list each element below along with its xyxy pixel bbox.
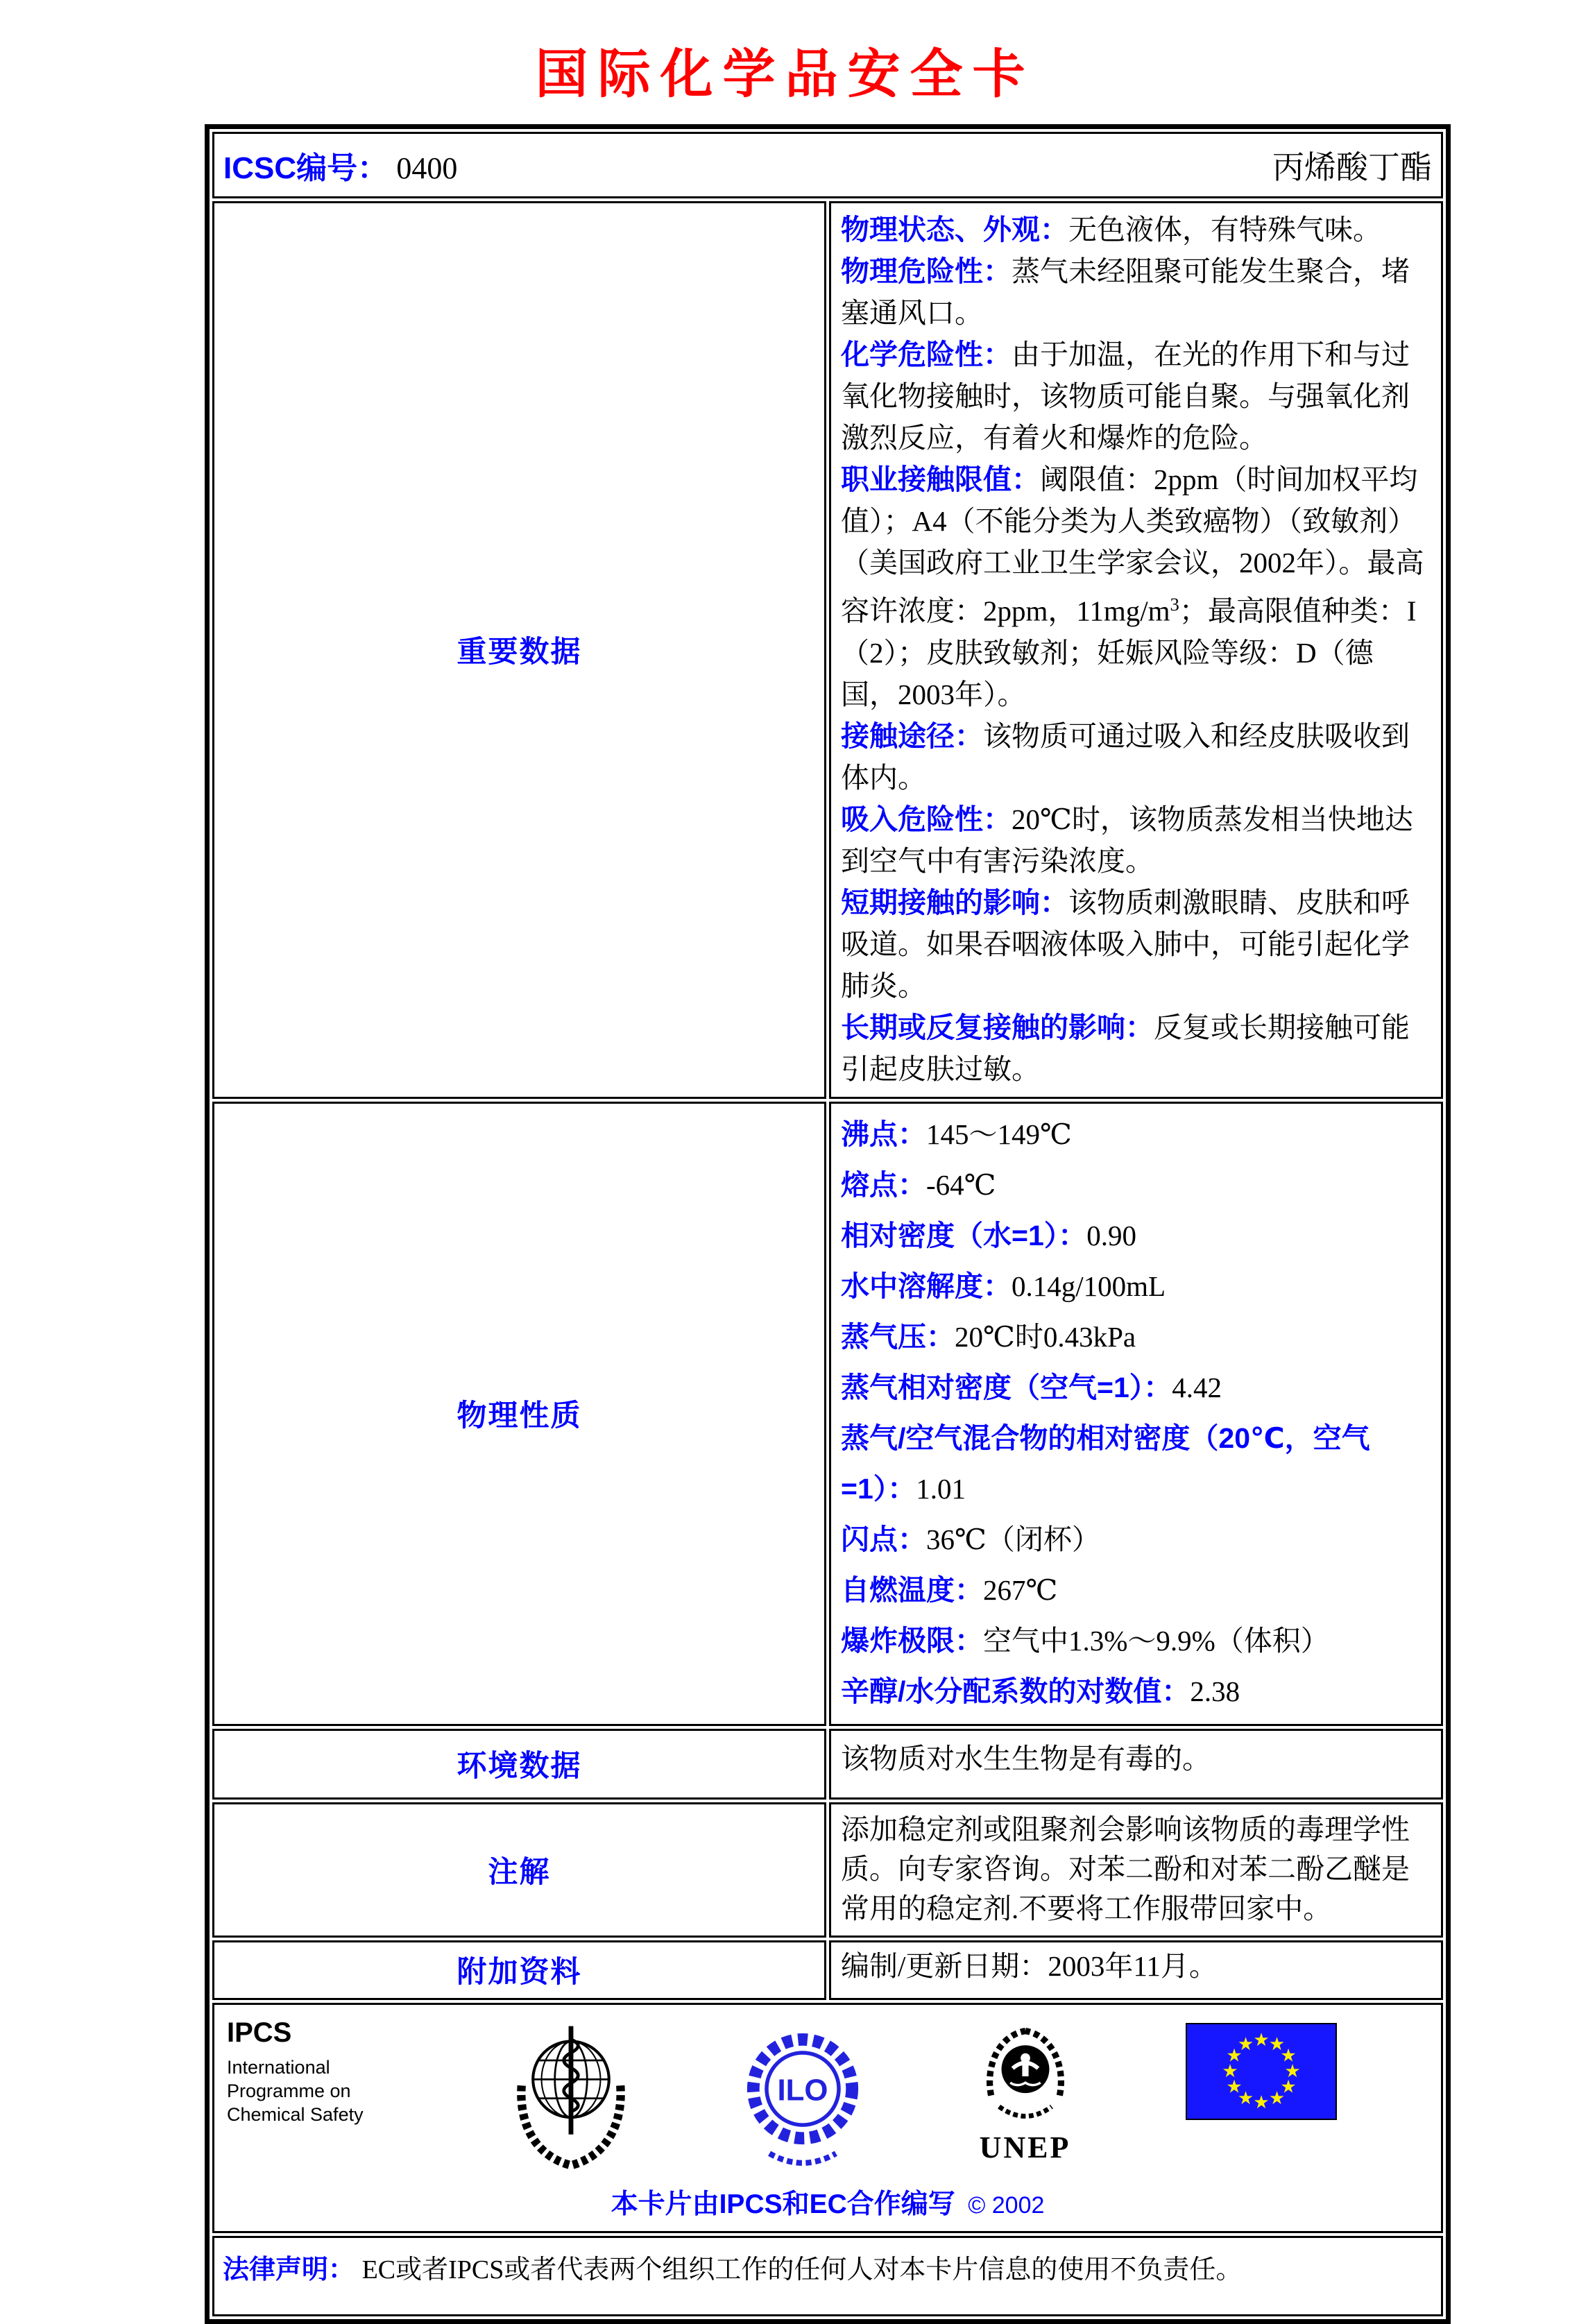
text-line [841,1312,1430,1362]
field-value: 空气中1.3%～9.9%（体积） [983,1624,1329,1657]
credit-line [214,2182,1441,2221]
eu-flag-icon [1186,2023,1337,2120]
field-label: 自燃温度： [841,1573,983,1606]
field-value: 4.42 [1172,1371,1222,1403]
legal-text: EC或者IPCS或者代表两个组织工作的任何人对本卡片信息的使用不负责任。 [361,2255,1243,2284]
icsc-card [205,124,1451,2324]
environmental-data-content: 该物质对水生生物是有毒的。 [829,1729,1443,1800]
ipcs-title: IPCS [227,2017,292,2048]
field-label: 物理危险性： [841,255,1012,287]
field-label: 熔点： [841,1168,926,1201]
field-label: 辛醇/水分配系数的对数值： [841,1675,1191,1707]
text-line [841,1211,1430,1261]
svg-text:★: ★ [1280,2044,1297,2066]
field-value: 0.90 [1086,1219,1136,1251]
svg-text:★: ★ [1284,2060,1301,2081]
svg-text:★: ★ [1237,2033,1254,2054]
svg-text:★: ★ [1226,2076,1243,2097]
superscript: 3 [1170,594,1179,615]
field-label: 接触途径： [841,719,983,752]
field-value: 0.14g/100mL [1012,1270,1166,1302]
text-line [841,1362,1430,1413]
field-value: 反复或长期接触可能引起皮肤过敏。 [841,1011,1410,1085]
svg-text:★: ★ [1226,2044,1243,2066]
section-label-notes: 注解 [212,1802,826,1938]
field-label: 职业接触限值： [841,463,1040,495]
icsc-number-label: ICSC编号： [223,151,389,185]
who-logo-icon [509,2017,633,2176]
footer-logos [214,2013,1441,2176]
header-cell [212,132,1443,198]
footer-row [212,2003,1443,2233]
ipcs-subtitle-line: Programme on [227,2080,351,2101]
field-label: 蒸气相对密度（空气=1）： [841,1371,1172,1403]
field-label: 水中溶解度： [841,1270,1012,1302]
field-value: 该物质刺激眼睛、皮肤和呼吸道。如果吞咽液体吸入肺中，可能引起化学肺炎。 [841,886,1410,1002]
svg-text:★: ★ [1253,2091,1270,2112]
text-line [841,1160,1430,1211]
ilo-logo-text: ILO [777,2073,828,2108]
icsc-number-group [223,143,457,187]
field-label: 吸入危险性： [841,803,1012,835]
field-value: -64℃ [926,1168,996,1201]
footer-cell [212,2003,1443,2233]
text-line [841,459,1430,715]
field-label: 蒸气压： [841,1320,955,1353]
ipcs-block [227,2017,400,2126]
field-label: 化学危险性： [841,339,1012,370]
field-value: 由于加温，在光的作用下和与过氧化物接触时，该物质可能自聚。与强氧化剂激烈反应，有着火和爆炸的危险。 [841,339,1410,454]
text-line [841,250,1430,334]
svg-text:★: ★ [1253,2028,1270,2050]
header-flex [215,135,1440,196]
text-line [841,882,1430,1007]
text-line [841,209,1430,250]
icsc-number-value: 0400 [396,151,458,185]
svg-text:★: ★ [1268,2087,1286,2108]
section-label-important-data: 重要数据 [212,201,826,1099]
icsc-page [0,32,1570,2324]
text-line [841,715,1430,798]
field-label: 长期或反复接触的影响： [841,1011,1154,1043]
notes-row [212,1802,1443,1938]
field-label: 闪点： [841,1523,926,1555]
ilo-logo-svg [741,2017,864,2176]
svg-text:★: ★ [1237,2087,1254,2108]
chemical-name: 丙烯酸丁酯 [1272,150,1432,185]
notes-content: 添加稳定剂或阻聚剂会影响该物质的毒理学性质。向专家咨询。对苯二酚和对苯二酚乙醚是常用的稳定剂.不要将工作服带回家中。 [829,1802,1443,1938]
legal-cell [212,2236,1443,2316]
physical-properties-content [829,1102,1443,1726]
important-data-content [829,201,1443,1099]
text-line [841,1109,1430,1160]
ipcs-subtitle-line: International [227,2056,330,2078]
text-line [841,798,1430,882]
field-value: 145～149℃ [926,1118,1072,1150]
ilo-logo-icon [741,2017,864,2176]
additional-info-row [212,1940,1443,2000]
section-label-environmental-data: 环境数据 [212,1729,826,1800]
text-line [841,1616,1430,1666]
icsc-table [210,129,1446,2319]
field-value: 267℃ [983,1573,1058,1606]
text-line [841,334,1430,459]
unep-logo-text: UNEP [979,2130,1071,2164]
environmental-data-row [212,1729,1443,1800]
text-line [841,1514,1430,1565]
text-line [841,1261,1430,1312]
field-value: 阈限值：2ppm（时间加权平均值）；A4（不能分类为人类致癌物）（致敏剂）（美国政府工业卫生学家会议，2002年）。最高容许浓度：2ppm，11mg/m [841,463,1424,627]
page-title: 国际化学品安全卡 [535,45,1035,104]
field-value: 36℃（闭杯） [926,1523,1100,1555]
copyright-text: © 2002 [968,2191,1045,2219]
field-value: 20℃时，该物质蒸发相当快地达到空气中有害污染浓度。 [841,803,1413,877]
legal-row [212,2236,1443,2316]
section-label-physical-properties: 物理性质 [212,1102,826,1726]
svg-text:★: ★ [1280,2076,1297,2097]
field-value: 1.01 [916,1472,966,1505]
field-value: 无色液体，有特殊气味。 [1068,214,1381,246]
legal-label: 法律声明： [223,2255,355,2284]
field-label: 沸点： [841,1118,926,1150]
field-label: 短期接触的影响： [841,886,1068,919]
field-label: 相对密度（水=1）： [841,1219,1087,1251]
physical-properties-row [212,1102,1443,1726]
field-value: 该物质可通过吸入和经皮肤吸收到体内。 [841,719,1410,794]
svg-text:★: ★ [1222,2060,1238,2081]
section-label-additional-info: 附加资料 [212,1940,826,2000]
svg-text:★: ★ [1268,2033,1286,2054]
ipcs-subtitle-line: Chemical Safety [227,2103,364,2125]
credit-text: 本卡片由IPCS和EC合作编写 [611,2189,955,2219]
text-line [841,1666,1430,1717]
field-value: 2.38 [1190,1675,1240,1707]
field-label: 蒸气/空气混合物的相对密度（20℃，空气=1）： [841,1421,1370,1505]
text-line [841,1007,1430,1090]
important-data-row [212,201,1443,1099]
text-line [841,1413,1430,1514]
who-logo-svg [509,2017,633,2176]
unep-logo-icon [973,2017,1077,2165]
header-row [212,132,1443,198]
unep-logo-svg [973,2017,1077,2135]
field-value: ；最高限值种类：I（2）；皮肤致敏剂；妊娠风险等级：D（德国，2003年）。 [841,595,1417,710]
field-value: 蒸气未经阻聚可能发生聚合，堵塞通风口。 [841,255,1410,329]
additional-info-content: 编制/更新日期：2003年11月。 [829,1940,1443,2000]
field-value: 20℃时0.43kPa [955,1320,1136,1353]
text-line [841,1565,1430,1616]
eu-flag-svg [1186,2023,1337,2120]
field-label: 爆炸极限： [841,1624,983,1657]
field-label: 物理状态、外观： [841,214,1068,246]
